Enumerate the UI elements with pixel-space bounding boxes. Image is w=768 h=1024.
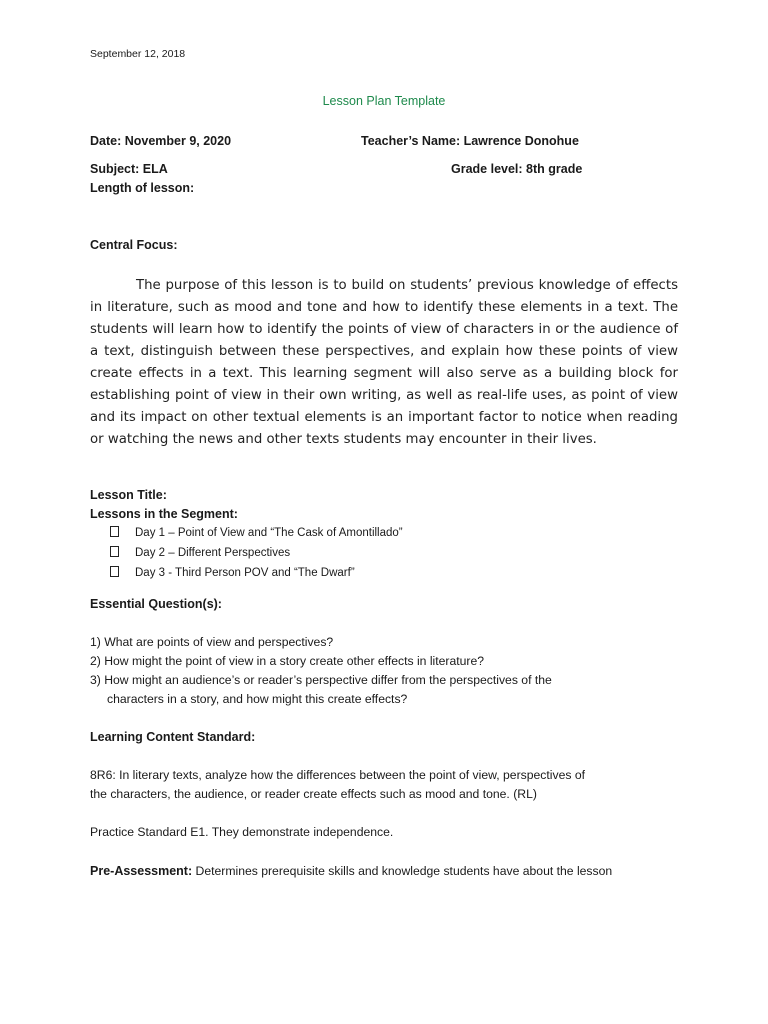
essential-heading: Essential Question(s):	[90, 597, 222, 611]
lesson-day-2: Day 2 – Different Perspectives	[135, 547, 291, 559]
subject: Subject: ELA	[90, 162, 168, 176]
standard-heading: Learning Content Standard:	[90, 730, 256, 744]
list-item	[110, 566, 355, 579]
lesson-length: Length of lesson:	[90, 181, 195, 195]
question-3-continued: characters in a story, and how might this create effects?	[107, 692, 408, 706]
lessons-heading: Lessons in the Segment:	[90, 507, 238, 521]
list-item	[110, 546, 290, 559]
checkbox-icon	[110, 526, 119, 537]
list-item	[110, 526, 403, 539]
lesson-title-heading: Lesson Title:	[90, 488, 167, 502]
standard-line-2: the characters, the audience, or reader create effects such as mood and tone. (RL)	[90, 787, 537, 801]
grade-level: Grade level: 8th grade	[451, 162, 583, 176]
checkbox-icon	[110, 546, 119, 557]
practice-standard: Practice Standard E1. They demonstrate independence.	[90, 825, 394, 839]
pre-assessment	[90, 862, 612, 880]
document-date: September 12, 2018	[90, 48, 186, 60]
question-3: 3) How might an audience’s or reader’s perspective differ from the perspectives of the	[90, 673, 552, 687]
lesson-date: Date: November 9, 2020	[90, 134, 232, 148]
checkbox-icon	[110, 566, 119, 577]
question-2: 2) How might the point of view in a story create other effects in literature?	[90, 654, 485, 668]
central-focus-heading: Central Focus:	[90, 238, 178, 252]
pre-assessment-text: Determines prerequisite skills and knowledge students have about the lesson	[192, 864, 613, 878]
page-title: Lesson Plan Template	[322, 94, 446, 108]
question-1: 1) What are points of view and perspectives?	[90, 635, 334, 649]
central-focus-text: The purpose of this lesson is to build on students’ previous knowledge of effects in literature, such as mood and tone and how to identify these elements in a text. The students will learn how to identify the points of view of characters in or the audience of a text, distinguish between these perspectives, and explain how these points of view create effects in a text. This learning segment will also serve as a building block for establishing point of view in their own writing, as well as real-life uses, as point of view and its impact on other textual elements is an important factor to notice when reading or watching the news and other texts students may encounter in their lives.	[90, 278, 678, 447]
standard-line-1: 8R6: In literary texts, analyze how the differences between the point of view, perspectives of	[90, 768, 585, 782]
teacher-name: Teacher’s Name: Lawrence Donohue	[361, 134, 579, 148]
pre-assessment-label: Pre-Assessment:	[90, 864, 193, 878]
lesson-day-3: Day 3 - Third Person POV and “The Dwarf”	[135, 567, 355, 579]
lesson-day-1: Day 1 – Point of View and “The Cask of Amontillado”	[135, 527, 403, 539]
